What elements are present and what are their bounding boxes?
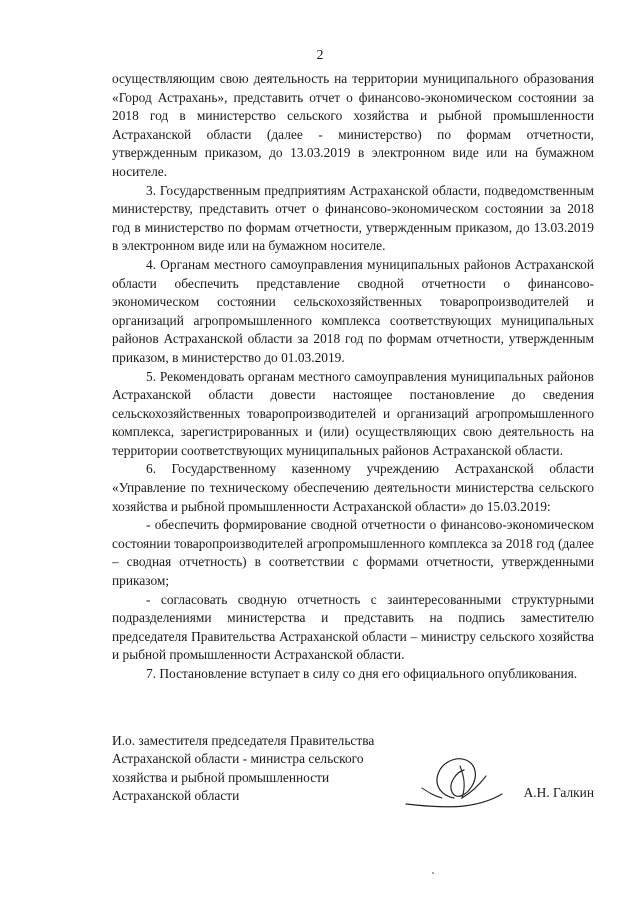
signer-title-line: хозяйства и рыбной промышленности bbox=[112, 769, 330, 785]
paragraph-item-6-subitem-1: - обеспечить формирование сводной отчетности о финансово-экономическом состоянии товаропроизводителей агропромышленного комплекса за 2018 год (далее – сводная отчетность) в соответствии с формами отчетности, утвержденными приказом; bbox=[112, 517, 594, 589]
signer-title bbox=[112, 732, 594, 806]
handwritten-signature bbox=[394, 746, 514, 818]
paragraph-item-5: 5. Рекомендовать органам местного самоуправления муниципальных районов Астраханской области довести настоящее постановление до сведения сельскохозяйственных товаропроизводителей и организаций агропромышленного комплекса, зарегистрированных и (или) осуществляющих свою деятельность на территории соответствующих муниципальных районов Астраханской области. bbox=[112, 368, 594, 458]
paragraph-item-6-subitem-2: - согласовать сводную отчетность с заинтересованными структурными подразделениями министерства и представить на подпись заместителю председателя Правительства Астраханской области – министру сельского хозяйства и рыбной промышленности Астраханской области. bbox=[112, 591, 594, 663]
signer-title-line: И.о. заместителя председателя Правительства bbox=[112, 733, 375, 748]
signer-title-line: Астраханской области bbox=[112, 788, 240, 804]
paragraph-continuation: осуществляющим свою деятельность на территории муниципального образования «Город Астрахань», представить отчет о финансово-экономическом состоянии за 2018 год в министерство сельского хозяйства и рыбной промышленности Астраханской области (далее - министерство) по формам отчетности, утвержденным приказом, до 13.03.2019 в электронном виде или на бумажном носителе. bbox=[112, 71, 594, 179]
paragraph-item-3: 3. Государственным предприятиям Астраханской области, подведомственным министерству, представить отчет о финансово-экономическом состоянии за 2018 год в министерство по формам отчетности, утвержденным приказом, до 13.03.2019 в электронном виде или на бумажном носителе. bbox=[112, 182, 594, 254]
page-number: 2 bbox=[316, 48, 324, 63]
paragraph-item-7: 7. Постановление вступает в силу со дня его официального опубликования. bbox=[146, 666, 578, 681]
signer-name: А.Н. Галкин bbox=[523, 785, 594, 800]
paragraph-item-4: 4. Органам местного самоуправления муниципальных районов Астраханской области обеспечить представление сводной отчетности о финансово-экономическом состоянии сельскохозяйственных товаропроизводителей и организаций агропромышленного комплекса соответствующих муниципальных районов Астраханской области за 2018 год по формам отчетности, утвержденным приказом, в министерство до 01.03.2019. bbox=[112, 256, 594, 365]
signature-block bbox=[112, 732, 594, 822]
document-body bbox=[112, 70, 594, 684]
signer-title-line: Астраханской области - министра сельского bbox=[112, 751, 364, 767]
scan-artifact bbox=[432, 872, 434, 874]
paragraph-item-6: 6. Государственному казенному учреждению Астраханской области «Управление по техническому обеспечению деятельности министерства сельского хозяйства и рыбной промышленности Астраханской области» до 15.03.2019: bbox=[112, 461, 594, 514]
